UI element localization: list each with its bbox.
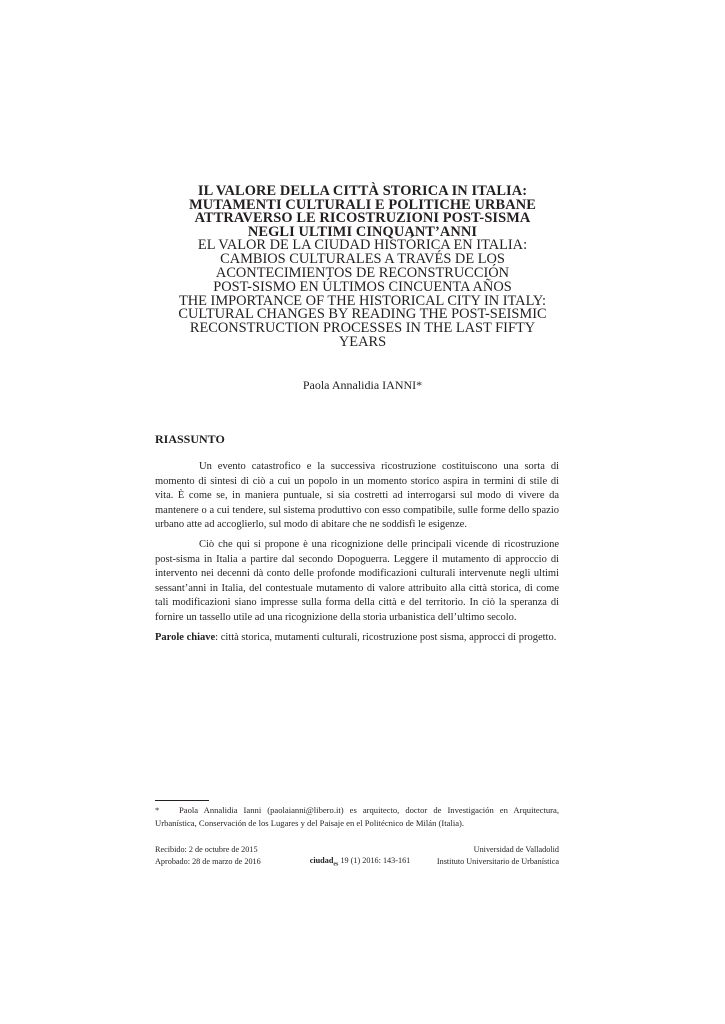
footer-dates [155, 844, 261, 869]
keywords-text: : città storica, mutamenti culturali, ricostruzione post sisma, approcci di progetto. [215, 631, 557, 643]
institute-name: Instituto Universitario de Urbanística [436, 857, 559, 867]
footer-journal [300, 856, 420, 868]
title-line: ACONTECIMIENTOS DE RECONSTRUCCIÓN [215, 264, 510, 281]
author-name: Paola Annalidia IANNI* [302, 378, 423, 392]
title-line: CULTURAL CHANGES BY READING THE POST-SEISMIC [178, 306, 547, 323]
keywords [155, 631, 559, 646]
footnote-divider [155, 800, 209, 801]
journal-subscript: es [333, 861, 339, 868]
received-date: Recibido: 2 de octubre de 2015 [155, 845, 258, 854]
university-name: Universidad de Valladolid [473, 845, 559, 854]
title-line: YEARS [338, 333, 387, 350]
title-block [150, 185, 575, 350]
title-line: MUTAMENTI CULTURALI E POLITICHE URBANE [189, 196, 536, 213]
title-english [150, 292, 575, 350]
journal-name: ciudad [309, 856, 334, 865]
footnote [155, 804, 559, 829]
title-line: THE IMPORTANCE OF THE HISTORICAL CITY IN ITALY: [178, 292, 546, 309]
footnote-text: Paola Annalidia Ianni (paolaianni@libero.it) es arquitecto, doctor de Investigación en Arquitectura, Urbanística, Conservación de los Lugares y del Paisaje en el Politécnico de Milán (Italia). [155, 805, 559, 828]
title-line: RECONSTRUCTION PROCESSES IN THE LAST FIFTY [189, 320, 536, 337]
title-line: POST-SISMO EN ÚLTIMOS CINCUENTA AÑOS [213, 278, 512, 295]
abstract-heading: RIASSUNTO [155, 432, 225, 446]
abstract-body [155, 460, 559, 650]
journal-reference: 19 (1) 2016: 143-161 [338, 856, 411, 865]
title-italian [150, 185, 575, 239]
abstract-paragraph: Un evento catastrofico e la successiva ricostruzione costituiscono una sorta di momento di sintesi di ciò a cui un popolo in un momento storico aspira in termini di stile di vita. È come se, in maniera puntuale, si sia costretti ad interrogarsi sul modo di vivere da mantenere o a cui tendere, sul sistema produttivo con esso compatibile, sulle forme dello spazio urbano atte ad accoglierlo, sul modo di abitare che ne soddisfi le esigenze. [155, 461, 559, 531]
footer-institution [437, 844, 559, 869]
title-line: CAMBIOS CULTURALES A TRAVÉS DE LOS [220, 251, 505, 268]
title-line: ATTRAVERSO LE RICOSTRUZIONI POST-SISMA [194, 210, 531, 227]
title-spanish [150, 239, 575, 294]
keywords-label: Parole chiave [155, 631, 216, 643]
abstract-paragraph: Ciò che qui si propone è una ricognizione delle principali vicende di ricostruzione post-sisma in Italia a partire dal secondo Dopoguerra. Leggere il mutamento di approccio di intervento nei decenni dà conto delle profonde modificazioni culturali intervenute negli ultimi sessant’anni in Italia, del contestuale mutamento di valore attribuito alla città storica, di come tali modificazioni siano impresse sulla forma della città e del territorio. In ciò la speranza di fornire un tassello utile ad una ricognizione della storia urbanistica dell’ultimo secolo. [155, 538, 559, 623]
title-line: NEGLI ULTIMI CINQUANT’ANNI [247, 223, 478, 240]
title-line: EL VALOR DE LA CIUDAD HISTÓRICA EN ITALIA: [197, 237, 528, 254]
title-line: IL VALORE DELLA CITTÀ STORICA IN ITALIA: [197, 183, 528, 199]
footnote-mark: * [155, 805, 160, 815]
approved-date: Aprobado: 28 de marzo de 2016 [155, 857, 261, 867]
